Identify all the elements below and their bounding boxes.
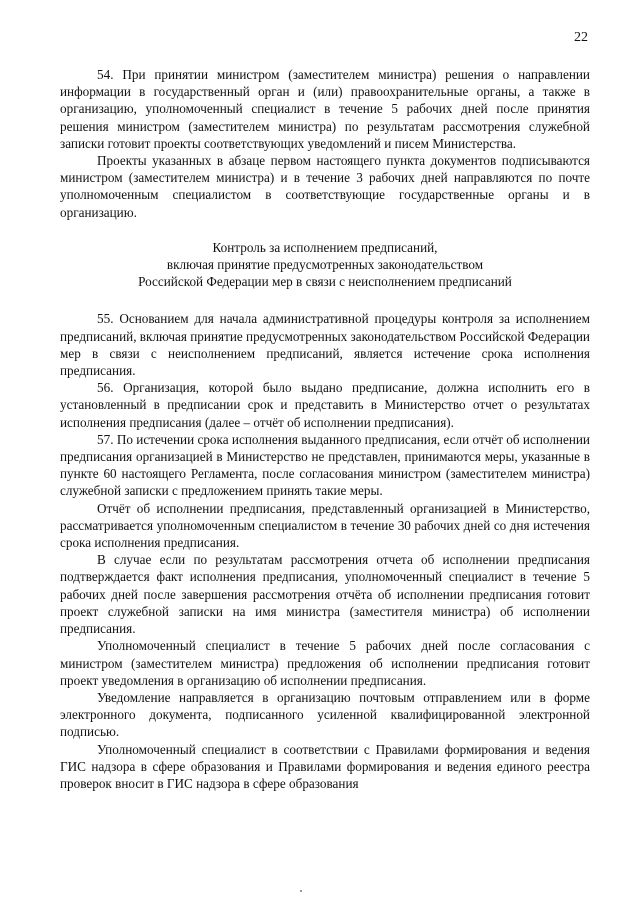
document-body — [60, 66, 590, 792]
paragraph-report-review: Отчёт об исполнении предписания, представленный организацией в Министерство, рассматривается уполномоченным специалистом в течение 30 рабочих дней со дня истечения срока исполнения предписания. — [60, 500, 590, 551]
paragraph-55: 55. Основанием для начала административной процедуры контроля за исполнением предписаний, включая принятие предусмотренных законодательством Российской Федерации мер в связи с неисполнением предписаний, является истечение срока исполнения предписания. — [60, 311, 590, 379]
paragraph-notification-sending: Уведомление направляется в организацию почтовым отправлением или в форме электронного документа, подписанного усиленной квалифицированной электронной подписью. — [60, 689, 590, 740]
paragraph-57: 57. По истечении срока исполнения выданного предписания, если отчёт об исполнении предписания организацией в Министерство не представлен, принимаются меры, указанные в пункте 60 настоящего Регламента, после согласования министром (заместителем министра) служебной записки с предложением принять такие меры. — [60, 431, 590, 499]
section-heading-line-1: Контроль за исполнением предписаний, — [212, 239, 438, 255]
paragraph-54: 54. При принятии министром (заместителем министра) решения о направлении информации в государственный орган и (или) правоохранительные органы, а также в организацию, уполномоченный специалист в течение 5 рабочих дней после принятия решения министром (заместителем министра) по результатам рассмотрения служебной записки готовит проекты соответствующих уведомлений и писем Министерства. — [60, 67, 590, 151]
paragraph-report-confirmed: В случае если по результатам рассмотрения отчета об исполнении предписания подтверждается факт исполнения предписания, уполномоченный специалист в течение 5 рабочих дней после завершения рассмотрения отчёта об исполнении предписания готовит проект служебной записки на имя министра (заместителя министра) об исполнении предписания. — [60, 552, 590, 637]
paragraph-54-continued: Проекты указанных в абзаце первом настоящего пункта документов подписываются министром (заместителем министра) и в течение 3 рабочих дней направляются по почте уполномоченным специалистом в соответствующие государственные органы и в организацию. — [60, 153, 590, 220]
page-number: 22 — [574, 30, 588, 45]
section-heading-line-3: Российской Федерации мер в связи с неисполнением предписаний — [138, 274, 512, 290]
scan-speck — [300, 890, 302, 892]
section-heading — [60, 239, 590, 291]
paragraph-gis-entry: Уполномоченный специалист в соответствии с Правилами формирования и ведения ГИС надзора в сфере образования и Правилами формирования и ведения единого реестра проверок вносит в ГИС надзора в сфере образования — [60, 741, 590, 791]
paragraph-56: 56. Организация, которой было выдано предписание, должна исполнить его в установленный в предписании срок и представить в Министерство отчет о результатах исполнения предписания (далее – отчёт об исполнении предписания). — [60, 380, 590, 430]
paragraph-notification-draft: Уполномоченный специалист в течение 5 рабочих дней после согласования с министром (заместителем министра) предложения об исполнении предписания готовит проект уведомления в организацию об исполнении предписания. — [60, 638, 590, 688]
section-heading-line-2: включая принятие предусмотренных законодательством — [166, 257, 484, 273]
